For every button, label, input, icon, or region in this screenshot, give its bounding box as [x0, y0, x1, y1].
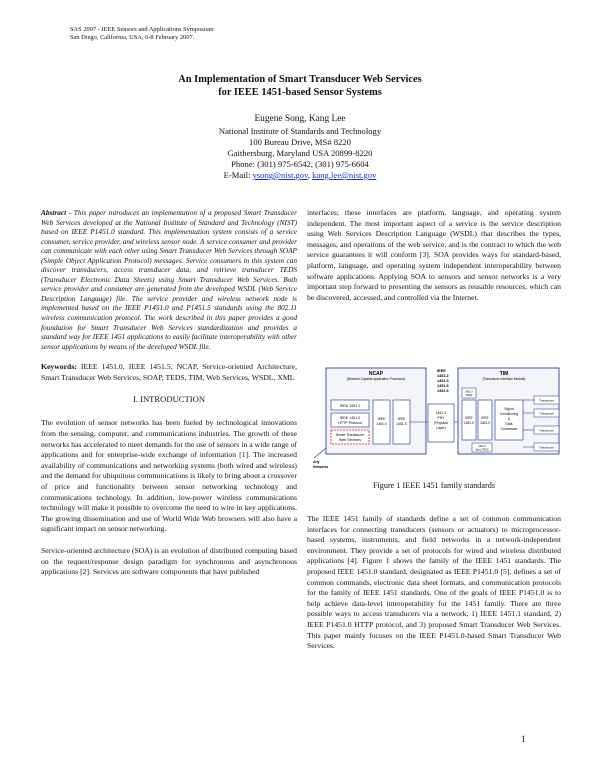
link-any-networks	[314, 448, 326, 458]
tim-title: TIM	[499, 371, 509, 377]
abstract	[41, 208, 297, 351]
label-tim-1451x-1: IEEE	[465, 416, 473, 420]
label-phy-2: PHY	[437, 416, 445, 420]
author-names: Eugene Song, Kang Lee	[254, 114, 346, 124]
affiliation: National Institute of Standards and Technology	[218, 126, 382, 136]
ieee-stack-4: 1451.6	[437, 389, 449, 393]
label-signal-5: Conversion	[500, 427, 518, 431]
label-http-1: IEEE 1451.0	[339, 416, 361, 420]
label-signal-1: Signal	[504, 407, 514, 411]
keywords-text: IEEE 1451.0, IEEE 1451.5, NCAP, Service-oriented Architecture, Smart Transducer Web Services, SOAP, TEDS, TIM, Web Services, WSDL, XML	[41, 362, 297, 382]
label-basic-teds-2: Basic TEDS	[475, 448, 489, 452]
section-heading-introduction: I. INTRODUCTION	[132, 393, 206, 404]
figure-caption: Figure 1 IEEE 1451 family standards	[372, 481, 496, 490]
conference-location: San Diego, California, USA, 6-8 February 2007.	[70, 34, 195, 41]
label-tim-1451x-2: 1451.X	[463, 421, 475, 425]
email-label: E-Mail:	[223, 170, 253, 180]
intro-paragraph-2: Service-oriented architecture (SOA) is an evolution of distributed computing based on the request/response design paradigm for synchronous and asynchronous applications [2]. Services are software components that have published	[41, 545, 297, 577]
ncap-title: NCAP	[368, 371, 384, 377]
label-phy-4: Layer)	[436, 426, 446, 430]
right-paragraph-2: The IEEE 1451 family of standards define a set of common communication interfaces for connecting transducers (sensors or actuators) to microprocessor-based systems, instruments, and field networks in a network-independent environment. They provide a set of protocols for wired and wireless distributed applications [4]. Figure 1 shows the family of the IEEE 1451 standards. The proposed IEEE 1451.0 standard, designated as IEEE P1451.0 [5], defines a set of common commands, electronic data sheet formats, and communication protocols for the family of IEEE 1451 standards. One of the goals of IEEE P1451.0 is to help achieve data-level interoperability for the 1451 family. There are three possible ways to access transducers via a network, 1) IEEE 1451.1 standard, 2) IEEE P1451.0 HTTP protocol, and 3) proposed Smart Transducer Web Services. This paper mainly focuses on the IEEE P1451.0-based Smart Transducer Web Services.	[307, 514, 561, 651]
label-teds-2: TEDS	[465, 394, 473, 397]
label-stws-2: Web Services	[338, 438, 362, 442]
page-number: 1	[521, 734, 526, 744]
label-tim-14510-1: IEEE	[481, 416, 489, 420]
title-line-2: for IEEE 1451-based Sensor Systems	[218, 87, 382, 98]
label-tim-14510-2: 1451.0	[480, 421, 490, 425]
ieee-stack-0: IEEE	[437, 369, 446, 373]
ieee-stack-3: 1451.5	[437, 384, 449, 388]
conference-name: SAS 2007 - IEEE Sensors and Applications Symposium	[70, 26, 214, 33]
conference-header	[70, 26, 214, 42]
abstract-label: Abstract	[41, 208, 67, 217]
box-tim-1451-0	[478, 400, 492, 440]
label-teds-1: 1451.X	[465, 390, 473, 394]
label-stws-1: Smart Transducer	[335, 433, 365, 437]
figure-ieee-1451-family	[312, 366, 562, 470]
label-transducer-4: Transducer	[538, 445, 555, 450]
label-transducer-1: Transducer	[538, 398, 555, 403]
ncap-subtitle: (Network Capable Application Processor)	[346, 377, 406, 381]
title-line-1: An Implementation of Smart Transducer Web Services	[178, 74, 422, 85]
tim-subtitle: (Transducer Interface Module)	[482, 377, 526, 381]
label-ncap-1451x-2: 1451.X	[396, 422, 407, 426]
right-paragraph-1: interfaces; these interfaces are platform, language, and operating system independent. The most important aspect of a service is the service description using Web Services Description Language (WSDL) that describes the types, messages, and operations of the web service, and is the contract to which the web service guarantees it will conform [3]. SOA provides ways for standard-based, platform, language, and operating system independent interoperability between software applications. Applying SOA to sensors and sensor networks is a very important step forward to presenting the sensors as reusable resources, which can be discovered, accessed, and controlled via the Internet.	[307, 208, 561, 302]
label-ncap-14510-2: 1451.0	[376, 422, 387, 426]
label-signal-2: Conditioning	[499, 412, 519, 416]
email-separator: ,	[307, 170, 313, 180]
author-block	[60, 114, 540, 181]
keywords-label: Keywords:	[41, 362, 77, 372]
paper-title	[60, 73, 540, 99]
box-tim-1451-x	[462, 400, 476, 440]
ieee-stack-2: 1451.3	[437, 379, 449, 383]
label-transducer-3: Transducer	[538, 428, 555, 433]
left-column	[41, 208, 297, 578]
label-signal-3: &	[507, 417, 511, 421]
right-column-top	[307, 208, 561, 303]
label-transducer-2: Transducer	[538, 411, 555, 416]
ieee-stack-1: 1451.2	[437, 374, 449, 378]
keywords	[41, 362, 297, 383]
right-column-bottom	[307, 514, 561, 652]
city-address: Gaithersburg, Maryland USA 20899-8220	[227, 148, 373, 158]
label-http-2: HTTP Protocol	[338, 421, 362, 425]
email-link-song[interactable]: ysong@nist.gov	[252, 170, 308, 180]
label-phy-3: (Physical	[434, 421, 448, 425]
email-link-lee[interactable]: kang.lee@nist.gov	[312, 170, 377, 180]
label-any-networks-2: Networks	[313, 465, 329, 469]
abstract-text: - This paper introduces an implementation of a proposed Smart Transducer Web Services developed at the National Institute of Standard and Technology (NIST) based on IEEE P1451.0 standard. This implementation system consists of a service consumer, service provider, and wireless sensor node. A service consumer and provider can communicate with each other using Smart Transducer Web Services through SOAP (Simple Object Application Protocol) messages. Service consumers in this system can discover transducers, access transducer data, and retrieve transducer TEDS (Transducer Electronic Data Sheets) using Smart Transducer Web Services. Both service provider and consumer are generated from the developed WSDL (Web Service Description Language) file. The service provider and wireless network node is implemented based on the IEEE P1451.0 and P1451.5 standards using the 802.11 wireless communication protocol. The work described in this paper provides a good foundation for Smart Transducer Web Services standardization and provides a standard way for IEEE 1451 applications to easily facilitate interoperability with other sensor applications by means of the developed WSDL file.	[41, 208, 297, 351]
street-address: 100 Bureau Drive, MS# 8220	[249, 137, 351, 147]
label-ncap-1451x-1: IEEE	[397, 417, 406, 421]
label-ncap-14510-1: IEEE	[377, 417, 386, 421]
label-any-networks-1: Any	[313, 460, 320, 464]
intro-paragraph-1: The evolution of sensor networks has been fueled by technological innovations from the sensing, computer, and communications industries. The growth of these networks has accelerated to meet demands for the use of sensors in a wide range of applications and for enterprise-wide exchange of information [1]. The increased availability of communications and networking systems (both wired and wireless) and the demand for ubiquitous communications is likely to bring about a crossover of price and functionality between sensor networking technology and communications technology. In addition, low-power wireless communications technology will make it possible to overcome the need to wire in key applications. The growing dissemination and use of World Wide Web browsers will also have a significant impact on sensor networking.	[41, 418, 297, 534]
email-line	[60, 170, 540, 181]
label-signal-4: Data	[505, 422, 513, 426]
phone-numbers: Phone: (301) 975-6542, (301) 975-6604	[231, 159, 369, 169]
label-phy-1: 1451.X	[435, 411, 447, 415]
label-basic-teds-1: 1451.0	[478, 445, 486, 448]
label-ieee-1451-1: IEEE 1451.1	[339, 404, 361, 408]
